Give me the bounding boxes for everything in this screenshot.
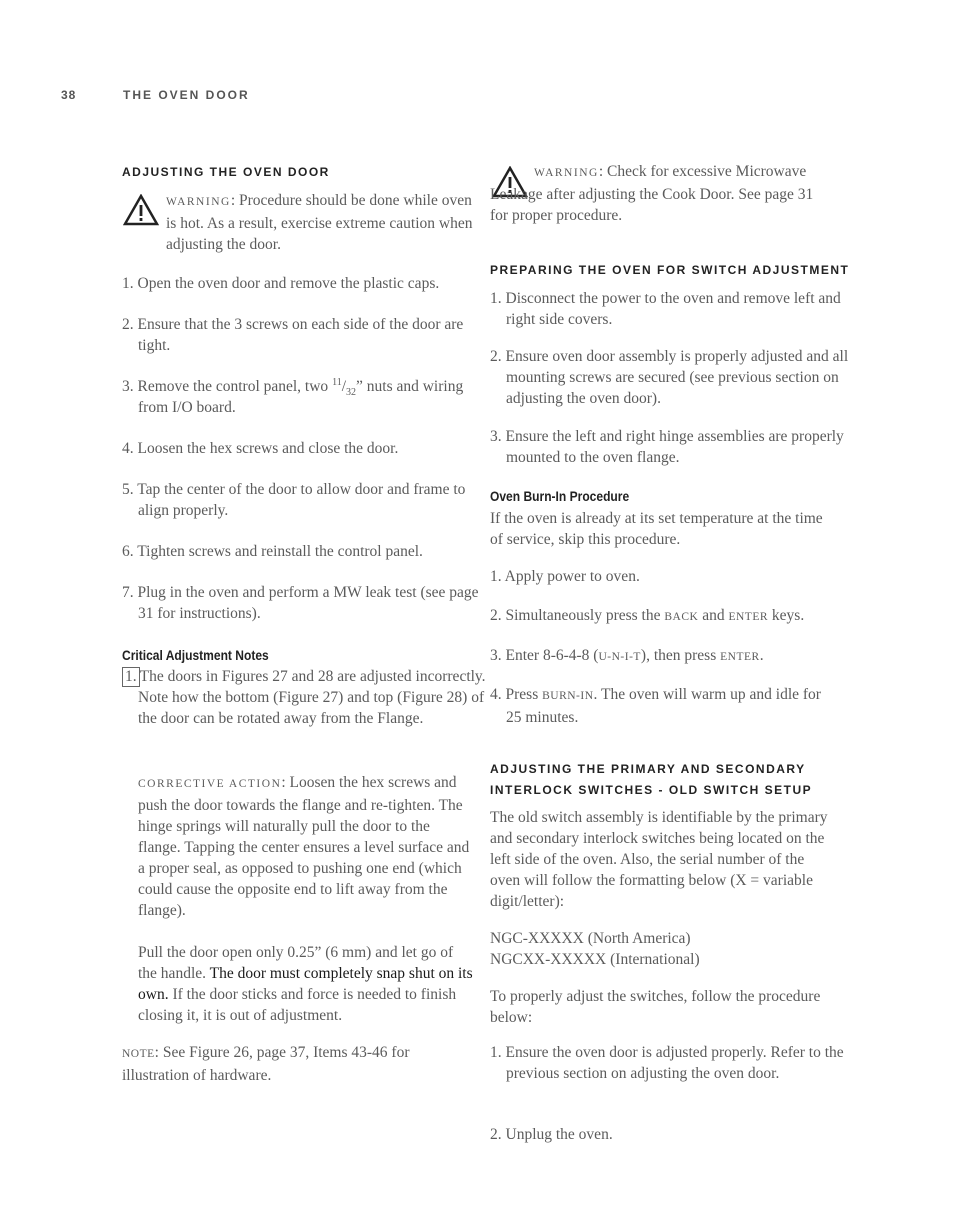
prep-step-1: 1. Disconnect the power to the oven and remove left and right side covers. bbox=[490, 290, 841, 328]
step-7: 7. Plug in the oven and perform a MW leak test (see page 31 for instructions). bbox=[122, 584, 479, 622]
burn-in-heading: Oven Burn-In Procedure bbox=[490, 488, 630, 504]
step-5: 5. Tap the center of the door to allow door and frame to align properly. bbox=[122, 481, 466, 519]
critical-notes-heading: Critical Adjustment Notes bbox=[122, 647, 269, 663]
warning-icon bbox=[123, 194, 159, 226]
critical-note-1: 1. The doors in Figures 27 and 28 are adjusted incorrectly. Note how the bottom (Figure 27) and top (Figure 28) of the door can be rotated away from the Flange. bbox=[122, 666, 488, 729]
burn-step-3: 3. Enter 8-6-4-8 (U-N-I-T), then press ENTER. bbox=[490, 647, 764, 664]
burn-step-4: 4. Press BURN-IN. The oven will warm up and idle for 25 minutes. bbox=[490, 686, 821, 726]
serial-international: NGCXX-XXXXX (International) bbox=[490, 951, 700, 968]
step-4: 4. Loosen the hex screws and close the door. bbox=[122, 440, 399, 457]
burn-step-2: 2. Simultaneously press the BACK and ENTER keys. bbox=[490, 607, 805, 624]
serial-north-america: NGC-XXXXX (North America) bbox=[490, 930, 691, 947]
page-section-title: THE OVEN DOOR bbox=[123, 88, 250, 102]
corrective-action: CORRECTIVE ACTION: Loosen the hex screws and push the door towards the flange and re-tighten. The hinge springs will naturally pull the door to the flange. Tapping the center ensures a level surface and a proper seal, as opposed to pushing one end (which could cause the opposite end to lift away from the flange). bbox=[138, 774, 470, 919]
step-3: 3. Remove the control panel, two $^{11}/_{32}$” nuts and wiring from I/O board. bbox=[122, 376, 464, 416]
hardware-note: NOTE: See Figure 26, page 37, Items 43-46 for illustration of hardware. bbox=[122, 1044, 410, 1084]
page-number: 38 bbox=[61, 88, 77, 102]
burn-step-1: 1. Apply power to oven. bbox=[490, 568, 640, 585]
note-number-box: 1. bbox=[122, 667, 140, 687]
switch-step-2: 2. Unplug the oven. bbox=[490, 1126, 613, 1143]
prep-step-3: 3. Ensure the left and right hinge assemblies are properly mounted to the oven flange. bbox=[490, 428, 844, 466]
follow-procedure-text: To properly adjust the switches, follow the procedure below: bbox=[490, 988, 821, 1026]
warning-text-right: WARNING: Check for excessive Microwave Leakage after adjusting the Cook Door. See page 31 for proper procedure. bbox=[490, 163, 814, 224]
burn-in-intro: If the oven is already at its set temperature at the time of service, skip this procedure. bbox=[490, 510, 823, 548]
step-2: 2. Ensure that the 3 screws on each side of the door are tight. bbox=[122, 316, 464, 354]
switch-intro: The old switch assembly is identifiable by the primary and secondary interlock switches being located on the left side of the oven. Also, the serial number of the oven will follow the formatting below (X = variable digit/letter): bbox=[490, 809, 828, 910]
preparing-switch-heading: PREPARING THE OVEN FOR SWITCH ADJUSTMENT bbox=[490, 263, 850, 277]
step-6: 6. Tighten screws and reinstall the control panel. bbox=[122, 543, 423, 560]
pull-door-instruction: Pull the door open only 0.25” (6 mm) and let go of the handle. The door must completely snap shut on its own. If the door sticks and force is needed to finish closing it, it is out of adjustment. bbox=[138, 944, 473, 1024]
switch-heading-line2: INTERLOCK SWITCHES - OLD SWITCH SETUP bbox=[490, 783, 813, 797]
switch-heading-line1: ADJUSTING THE PRIMARY AND SECONDARY bbox=[490, 762, 806, 776]
switch-step-1: 1. Ensure the oven door is adjusted properly. Refer to the previous section on adjusting the oven door. bbox=[490, 1044, 844, 1082]
prep-step-2: 2. Ensure oven door assembly is properly adjusted and all mounting screws are secured (see previous section on adjusting the oven door). bbox=[490, 348, 849, 407]
section-heading-adjusting-door: ADJUSTING THE OVEN DOOR bbox=[122, 165, 330, 179]
step-1: 1. Open the oven door and remove the plastic caps. bbox=[122, 275, 440, 292]
warning-text-left: WARNING: Procedure should be done while oven is hot. As a result, exercise extreme caution when adjusting the door. bbox=[166, 192, 473, 253]
